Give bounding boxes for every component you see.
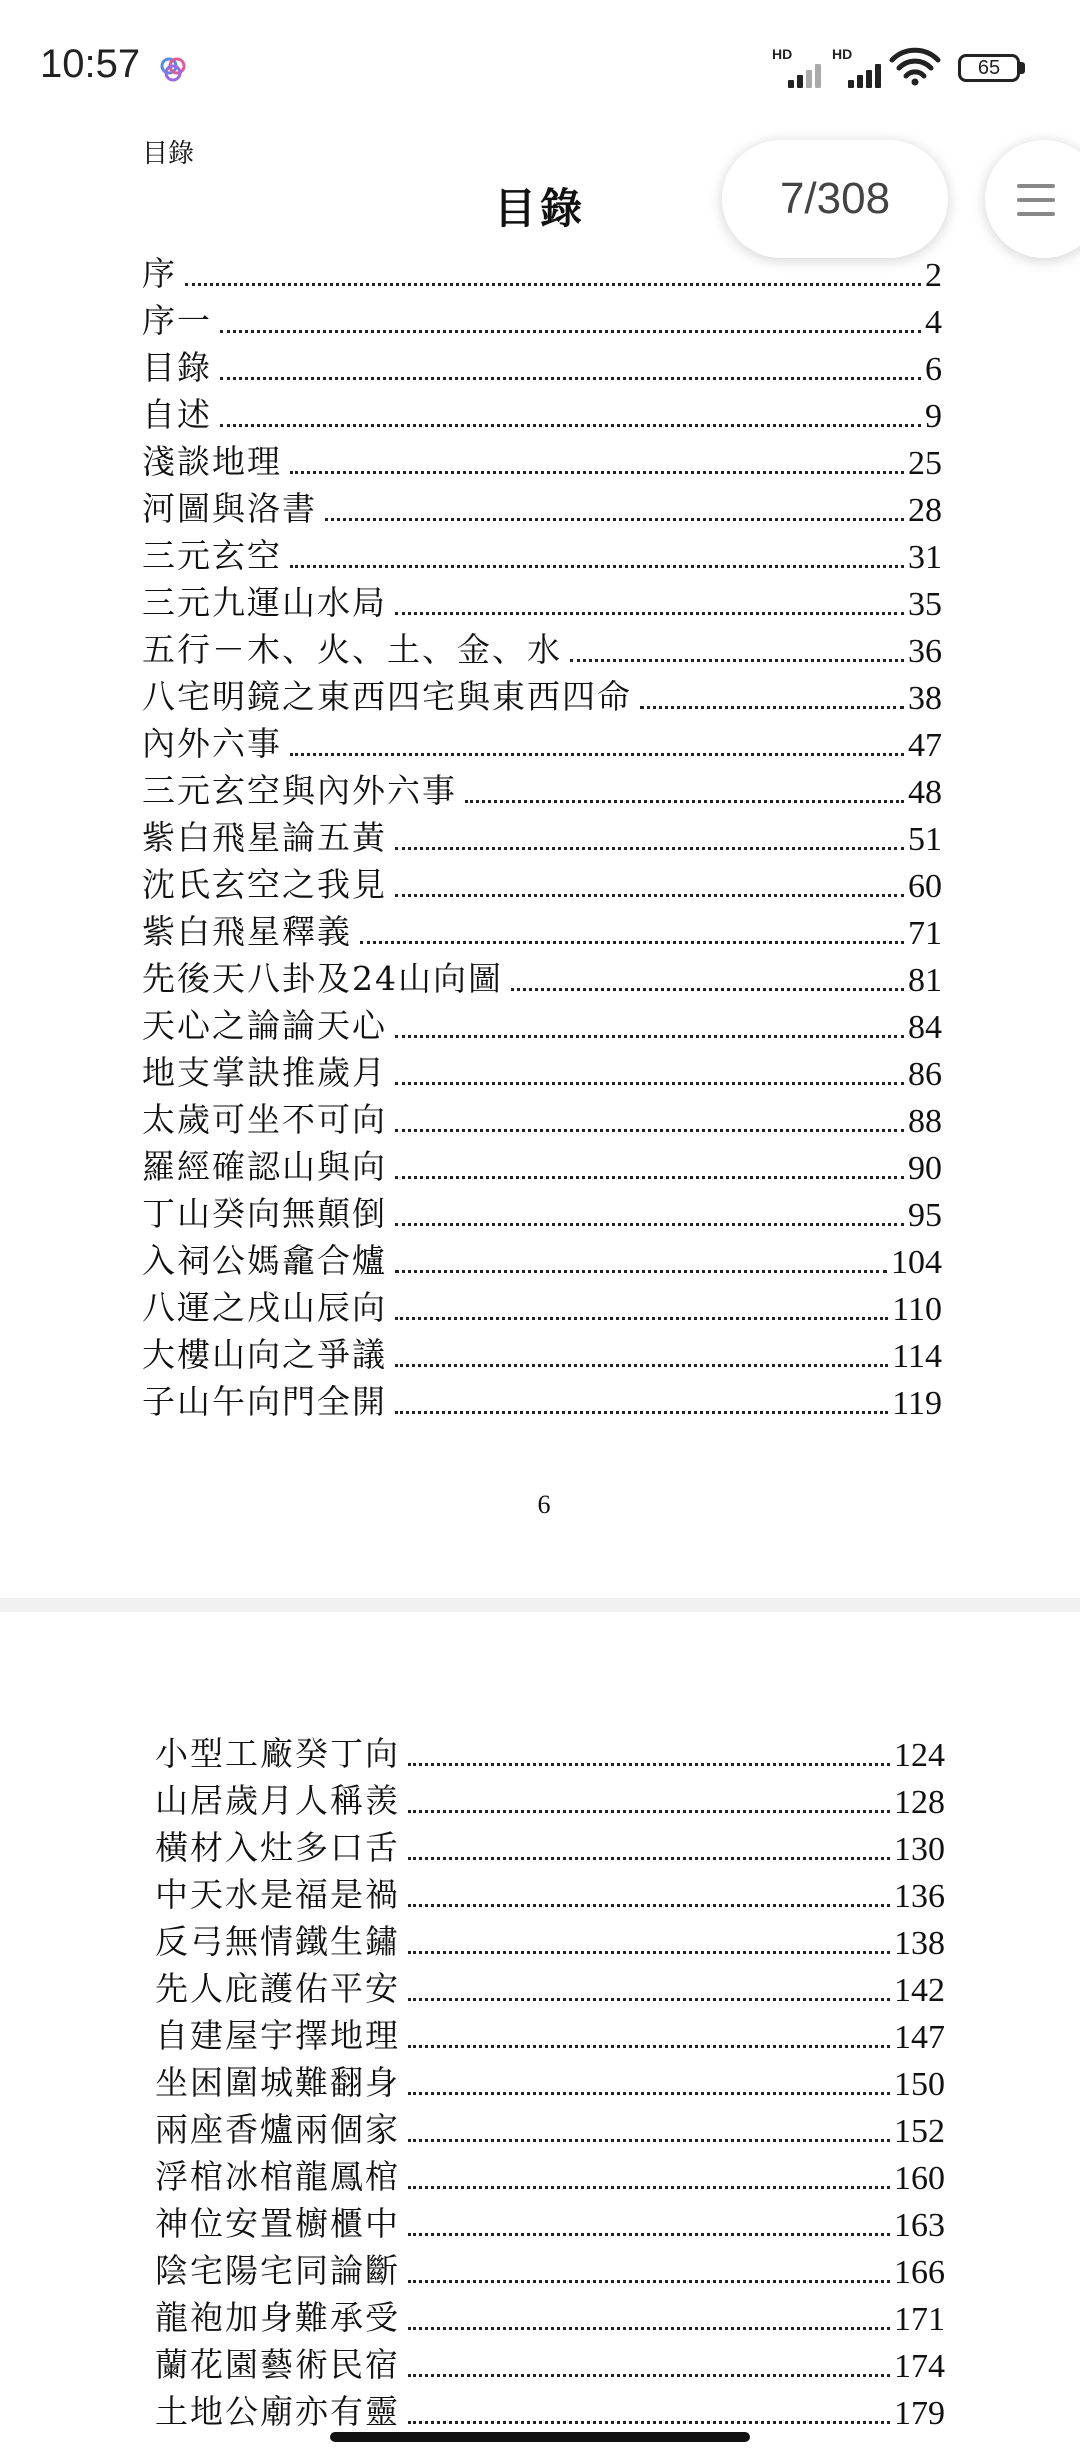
entry-title: 八運之戌山辰向 <box>142 1288 387 1327</box>
toc-entry[interactable] <box>142 906 942 953</box>
entry-title: 龍袍加身難承受 <box>155 2298 400 2337</box>
battery-icon: 65 <box>958 54 1020 82</box>
entry-page: 25 <box>908 445 942 482</box>
toc-entry[interactable] <box>142 436 942 483</box>
toc-entry[interactable] <box>155 2245 945 2292</box>
entry-title: 入祠公媽龕合爐 <box>142 1241 387 1280</box>
leader-dots <box>395 847 904 850</box>
toc-entry[interactable] <box>142 1141 942 1188</box>
clock: 10:57 <box>40 42 141 86</box>
app-notification-icon <box>158 54 188 84</box>
toc-entry[interactable] <box>142 812 942 859</box>
toc-entry[interactable] <box>142 1000 942 1047</box>
entry-page: 28 <box>908 492 942 529</box>
leader-dots <box>220 330 921 333</box>
entry-page: 136 <box>894 1878 945 1915</box>
entry-title: 羅經確認山與向 <box>142 1147 387 1186</box>
leader-dots <box>395 612 904 615</box>
entry-page: 88 <box>908 1103 942 1140</box>
entry-page: 47 <box>908 727 942 764</box>
entry-page: 163 <box>894 2207 945 2244</box>
entry-title: 山居歲月人稱羡 <box>155 1781 400 1820</box>
entry-title: 序 <box>142 254 177 293</box>
leader-dots <box>395 1223 904 1226</box>
toc-entry[interactable] <box>142 953 942 1000</box>
toc-entry[interactable] <box>155 2198 945 2245</box>
entry-title: 八宅明鏡之東西四宅與東西四命 <box>142 677 632 716</box>
leader-dots <box>395 1176 904 1179</box>
leader-dots <box>408 2139 890 2142</box>
leader-dots <box>408 1904 890 1907</box>
entry-page: 38 <box>908 680 942 717</box>
leader-dots <box>408 2280 890 2283</box>
page-separator <box>0 1598 1080 1612</box>
toc-entry[interactable] <box>142 389 942 436</box>
toc-entry[interactable] <box>155 2386 945 2433</box>
toc-entry[interactable] <box>142 1094 942 1141</box>
entry-title: 蘭花園藝術民宿 <box>155 2345 400 2384</box>
entry-title: 淺談地理 <box>142 442 282 481</box>
leader-dots <box>408 2186 890 2189</box>
entry-page: 138 <box>894 1925 945 1962</box>
entry-page: 86 <box>908 1056 942 1093</box>
leader-dots <box>465 800 904 803</box>
leader-dots <box>290 753 904 756</box>
toc-entry[interactable] <box>142 1282 942 1329</box>
entry-title: 子山午向門全開 <box>142 1382 387 1421</box>
toc-entry[interactable] <box>142 1329 942 1376</box>
entry-title: 橫材入灶多口舌 <box>155 1828 400 1867</box>
entry-title: 坐困圍城難翻身 <box>155 2063 400 2102</box>
leader-dots <box>220 424 921 427</box>
leader-dots <box>220 377 921 380</box>
entry-title: 中天水是福是禍 <box>155 1875 400 1914</box>
entry-page: 90 <box>908 1150 942 1187</box>
entry-title: 先後天八卦及24山向圖 <box>142 959 503 998</box>
entry-page: 60 <box>908 868 942 905</box>
toc-entry[interactable] <box>155 1963 945 2010</box>
toc-entry[interactable] <box>142 530 942 577</box>
leader-dots <box>395 1082 904 1085</box>
toc-entry[interactable] <box>142 1047 942 1094</box>
toc-entry[interactable] <box>142 1376 942 1423</box>
toc-entry[interactable] <box>155 1822 945 1869</box>
entry-page: 152 <box>894 2113 945 2150</box>
leader-dots <box>408 2374 890 2377</box>
toc-entry[interactable] <box>142 1235 942 1282</box>
entry-title: 陰宅陽宅同論斷 <box>155 2251 400 2290</box>
running-header: 目錄 <box>142 139 195 169</box>
entry-title: 太歲可坐不可向 <box>142 1100 387 1139</box>
entry-page: 160 <box>894 2160 945 2197</box>
entry-page: 128 <box>894 1784 945 1821</box>
wifi-icon <box>888 46 942 86</box>
entry-title: 三元玄空 <box>142 536 282 575</box>
entry-page: 84 <box>908 1009 942 1046</box>
toc-entry[interactable] <box>142 859 942 906</box>
leader-dots <box>408 2421 890 2424</box>
toc-entry[interactable] <box>142 765 942 812</box>
leader-dots <box>360 941 904 944</box>
page-indicator[interactable]: 7/308 <box>722 140 948 258</box>
leader-dots <box>395 1035 904 1038</box>
toc-entry[interactable] <box>142 295 942 342</box>
toc-entry[interactable] <box>155 2010 945 2057</box>
entry-page: 171 <box>894 2301 945 2338</box>
entry-title: 沈氏玄空之我見 <box>142 865 387 904</box>
leader-dots <box>395 894 904 897</box>
toc-entry[interactable] <box>142 483 942 530</box>
leader-dots <box>408 2092 890 2095</box>
page-number: 6 <box>537 1490 551 1519</box>
entry-page: 4 <box>925 304 942 341</box>
toc-entry[interactable] <box>142 1188 942 1235</box>
entry-page: 36 <box>908 633 942 670</box>
entry-page: 104 <box>891 1244 942 1281</box>
toc-entry[interactable] <box>142 671 942 718</box>
toc-entry[interactable] <box>142 718 942 765</box>
entry-page: 81 <box>908 962 942 999</box>
entry-title: 目錄 <box>142 348 212 387</box>
leader-dots <box>408 1857 890 1860</box>
entry-title: 神位安置櫥櫃中 <box>155 2204 400 2243</box>
leader-dots <box>570 659 904 662</box>
entry-page: 142 <box>894 1972 945 2009</box>
toc-list-page2 <box>155 1728 945 2433</box>
toc-entry[interactable] <box>155 2292 945 2339</box>
hamburger-menu-icon <box>1017 184 1055 188</box>
leader-dots <box>395 1129 904 1132</box>
toc-entry[interactable] <box>155 2339 945 2386</box>
toc-entry[interactable] <box>155 1869 945 1916</box>
toc-entry[interactable] <box>155 2057 945 2104</box>
entry-page: 71 <box>908 915 942 952</box>
entry-title: 大樓山向之爭議 <box>142 1335 387 1374</box>
entry-page: 110 <box>892 1291 942 1328</box>
entry-page: 35 <box>908 586 942 623</box>
entry-page: 150 <box>894 2066 945 2103</box>
entry-page: 130 <box>894 1831 945 1868</box>
toc-entry[interactable] <box>155 1728 945 1775</box>
leader-dots <box>408 1810 890 1813</box>
leader-dots <box>325 518 904 521</box>
toc-entry[interactable] <box>155 1775 945 1822</box>
battery-tip <box>1020 62 1025 74</box>
leader-dots <box>408 2233 890 2236</box>
leader-dots <box>290 565 904 568</box>
entry-title: 小型工廠癸丁向 <box>155 1734 400 1773</box>
entry-page: 119 <box>892 1385 942 1422</box>
leader-dots <box>408 1998 890 2001</box>
leader-dots <box>395 1364 888 1367</box>
entry-title: 地支掌訣推歲月 <box>142 1053 387 1092</box>
entry-page: 2 <box>925 257 942 294</box>
entry-title: 紫白飛星論五黃 <box>142 818 387 857</box>
entry-page: 124 <box>894 1737 945 1774</box>
entry-title: 五行－木、火、土、金、水 <box>142 630 562 669</box>
entry-page: 166 <box>894 2254 945 2291</box>
entry-title: 天心之論論天心 <box>142 1006 387 1045</box>
toc-entry[interactable] <box>142 624 942 671</box>
entry-page: 174 <box>894 2348 945 2385</box>
leader-dots <box>408 2327 890 2330</box>
hamburger-menu-icon-line <box>1017 212 1055 216</box>
leader-dots <box>290 471 904 474</box>
entry-title: 先人庇護佑平安 <box>155 1969 400 2008</box>
entry-title: 紫白飛星釋義 <box>142 912 352 951</box>
leader-dots <box>408 1763 890 1766</box>
menu-button[interactable] <box>985 140 1080 258</box>
entry-page: 179 <box>894 2395 945 2432</box>
home-indicator[interactable] <box>330 2432 750 2442</box>
entry-title: 兩座香爐兩個家 <box>155 2110 400 2149</box>
toc-list-page1 <box>142 248 942 1423</box>
leader-dots <box>185 283 921 286</box>
leader-dots <box>511 988 904 991</box>
entry-title: 反弓無情鐵生鏽 <box>155 1922 400 1961</box>
entry-page: 9 <box>925 398 942 435</box>
leader-dots <box>408 1951 890 1954</box>
entry-page: 31 <box>908 539 942 576</box>
toc-entry[interactable] <box>155 2151 945 2198</box>
leader-dots <box>640 706 904 709</box>
entry-title: 自建屋宇擇地理 <box>155 2016 400 2055</box>
leader-dots <box>395 1317 888 1320</box>
entry-title: 三元九運山水局 <box>142 583 387 622</box>
toc-entry[interactable] <box>155 1916 945 1963</box>
toc-entry[interactable] <box>142 577 942 624</box>
entry-page: 6 <box>925 351 942 388</box>
status-bar: 10:57 HD HD 65 <box>0 0 1080 140</box>
entry-title: 自述 <box>142 395 212 434</box>
entry-page: 95 <box>908 1197 942 1234</box>
page-title: 目錄 <box>493 184 586 233</box>
entry-title: 河圖與洛書 <box>142 489 317 528</box>
entry-title: 序一 <box>142 301 212 340</box>
entry-page: 147 <box>894 2019 945 2056</box>
entry-page: 51 <box>908 821 942 858</box>
hamburger-menu-icon-line <box>1017 198 1055 202</box>
toc-entry[interactable] <box>142 342 942 389</box>
entry-page: 48 <box>908 774 942 811</box>
entry-title: 內外六事 <box>142 724 282 763</box>
leader-dots <box>408 2045 890 2048</box>
entry-title: 丁山癸向無顛倒 <box>142 1194 387 1233</box>
entry-title: 浮棺冰棺龍鳳棺 <box>155 2157 400 2196</box>
toc-entry[interactable] <box>155 2104 945 2151</box>
entry-title: 三元玄空與內外六事 <box>142 771 457 810</box>
leader-dots <box>395 1411 888 1414</box>
entry-title: 土地公廟亦有靈 <box>155 2392 400 2431</box>
entry-page: 114 <box>892 1338 942 1375</box>
leader-dots <box>395 1270 887 1273</box>
